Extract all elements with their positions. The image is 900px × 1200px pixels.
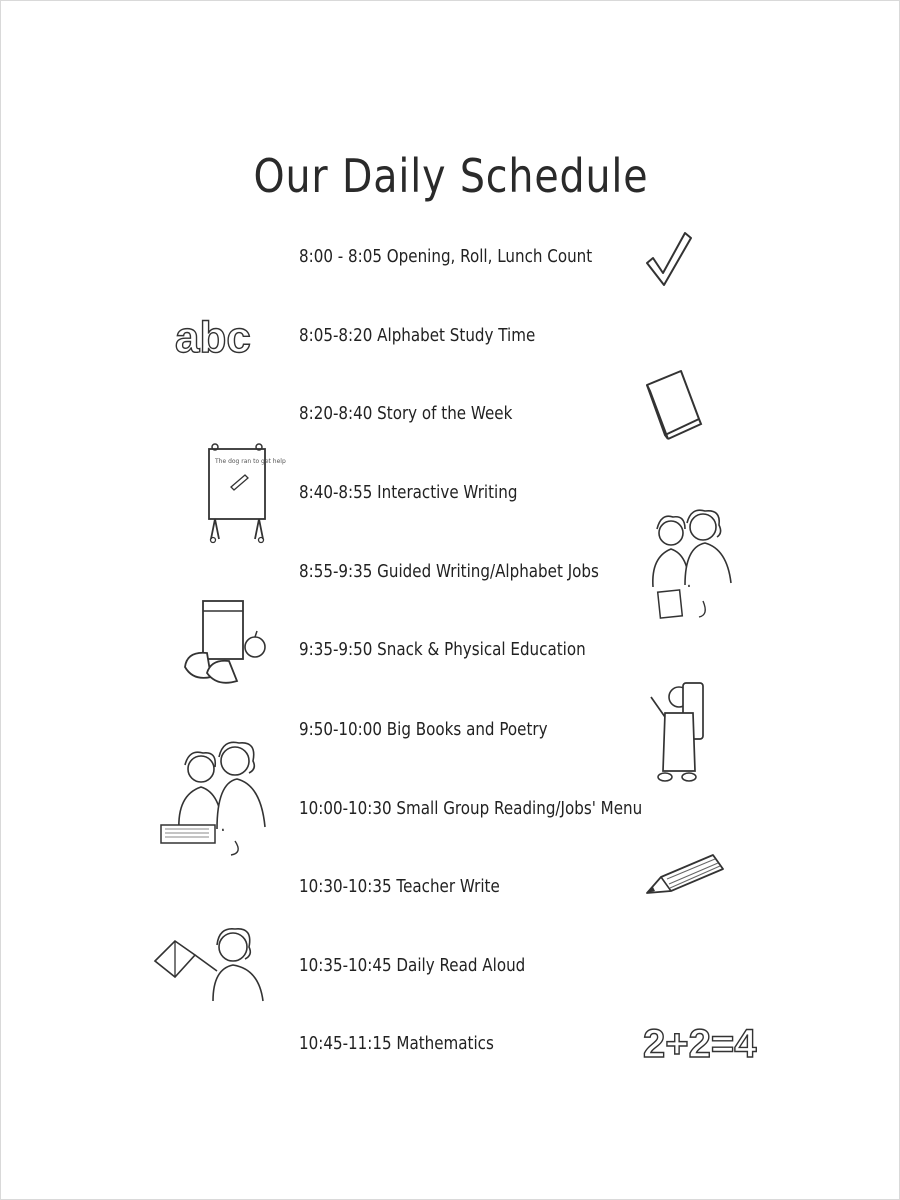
math-equation-icon: [641, 1015, 771, 1065]
schedule-item-opening: 8:00 - 8:05 Opening, Roll, Lunch Count: [299, 246, 593, 267]
schedule-item-teacher-write: 10:30-10:35 Teacher Write: [299, 876, 500, 897]
schedule-item-small-group-reading: 10:00-10:30 Small Group Reading/Jobs' Menu: [299, 798, 643, 819]
schedule-item-guided-writing: 8:55-9:35 Guided Writing/Alphabet Jobs: [299, 561, 599, 582]
schedule-item-big-books: 9:50-10:00 Big Books and Poetry: [299, 719, 548, 740]
pencil-icon: [643, 849, 729, 899]
schedule-item-alphabet-study: 8:05-8:20 Alphabet Study Time: [299, 325, 536, 346]
schedule-item-interactive-writing: 8:40-8:55 Interactive Writing: [299, 482, 518, 503]
children-reading-icon: [157, 737, 269, 859]
page-title: Our Daily Schedule: [253, 149, 649, 203]
checkmark-icon: [641, 227, 696, 289]
two-children-icon: [643, 505, 739, 623]
child-with-big-book-icon: [645, 679, 711, 785]
easel-icon: [201, 439, 286, 547]
snack-shoes-apple-icon: [181, 597, 271, 689]
book-icon: [641, 367, 707, 443]
schedule-item-read-aloud: 10:35-10:45 Daily Read Aloud: [299, 955, 526, 976]
abc-letters-icon: [173, 311, 269, 361]
teacher-reading-aloud-icon: [151, 921, 269, 1003]
abc-text: abc: [175, 313, 251, 362]
easel-note-text: The dog ran to get help: [215, 458, 286, 465]
schedule-item-mathematics: 10:45-11:15 Mathematics: [299, 1033, 494, 1054]
schedule-item-snack-pe: 9:35-9:50 Snack & Physical Education: [299, 639, 586, 660]
math-equation-text: 2+2=4: [643, 1022, 757, 1066]
schedule-item-story-of-week: 8:20-8:40 Story of the Week: [299, 403, 513, 424]
